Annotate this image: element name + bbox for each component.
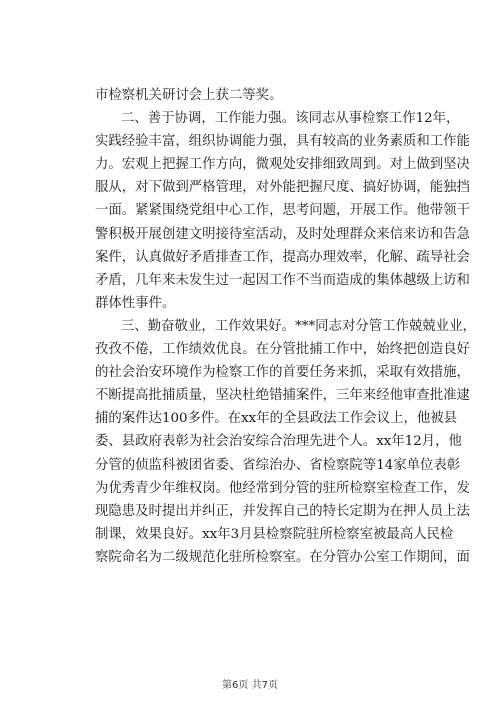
text-line: 为优秀青少年维权岗。他经常到分管的驻所检察室检查工作，发: [95, 480, 470, 496]
text-line: 孜孜不倦，工作绩效优良。在分管批捕工作中，始终把创造良好: [95, 342, 470, 358]
text-line: 警积极开展创建文明接待室活动，及时处理群众来信来访和告急: [95, 226, 470, 242]
text-line: 分管的侦监科被团省委、省综治办、省检察院等14家单位表彰: [95, 457, 461, 473]
text-line: 不断提高批捕质量，坚决杜绝错捕案件，三年来经他审查批准逮: [95, 388, 470, 404]
text-line: 现隐患及时提出并纠正，并发挥自己的特长定期为在押人员上法: [95, 503, 470, 519]
text-line: 制课，效果良好。xx年3月县检察院驻所检察室被最高人民检: [95, 526, 454, 542]
text-line: 群体性事件。: [95, 295, 176, 311]
text-line: 三、勤奋敬业，工作效果好。***同志对分管工作兢兢业业，: [121, 318, 476, 334]
text-line: 捕的案件达100多件。在xx年的全县政法工作会议上，他被县: [95, 411, 458, 427]
text-line: 的社会治安环境作为检察工作的首要任务来抓，采取有效措施，: [95, 365, 470, 381]
text-line: 案件，认真做好矛盾排查工作，提高办理效率，化解、疏导社会: [95, 249, 470, 265]
text-line: 实践经验丰富，组织协调能力强，具有较高的业务素质和工作能: [95, 134, 470, 150]
text-line: 市检察机关研讨会上获二等奖。: [95, 88, 283, 103]
text-line: 矛盾，几年来未发生过一起因工作不当而造成的集体越级上访和: [95, 272, 470, 288]
text-line: 二、善于协调，工作能力强。该同志从事检察工作12年，: [121, 111, 460, 127]
page-number-footer: 第6页 共7页: [222, 680, 278, 691]
text-line: 一面。紧紧围绕党组中心工作，思考问题，开展工作。他带领干: [95, 203, 470, 219]
document-body: [95, 84, 476, 569]
text-line: 服从，对下做到严格管理，对外能把握尺度、搞好协调，能独挡: [95, 180, 470, 196]
text-line: 察院命名为二级规范化驻所检察室。在分管办公室工作期间，面: [95, 549, 470, 565]
text-line: 委、县政府表彰为社会治安综合治理先进个人。xx年12月，他: [95, 434, 462, 450]
text-line: 力。宏观上把握工作方向，微观处安排细致周到。对上做到坚决: [95, 157, 470, 173]
